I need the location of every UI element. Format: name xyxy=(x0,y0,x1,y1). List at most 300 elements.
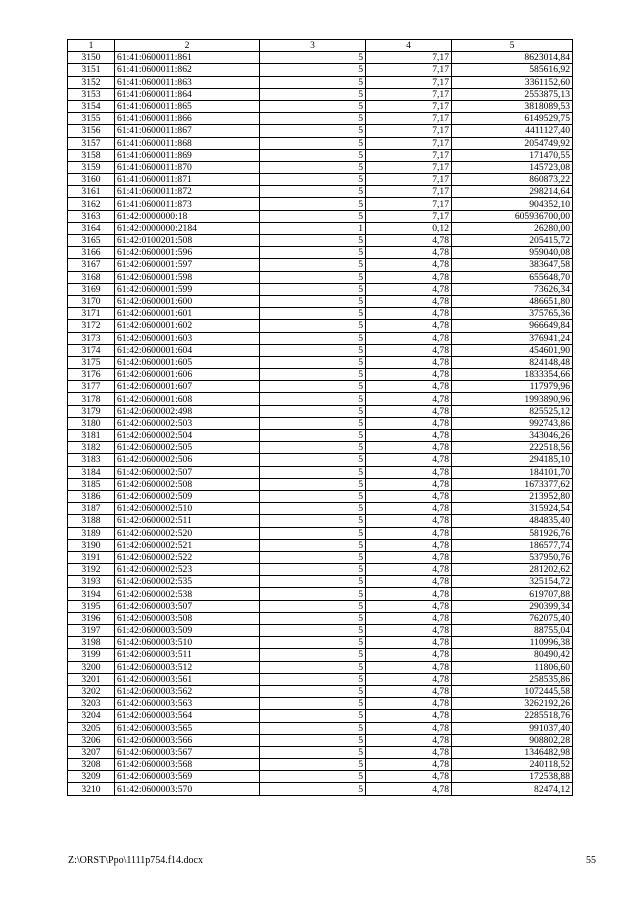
table-cell: 5 xyxy=(260,405,366,417)
table-cell: 3157 xyxy=(68,137,115,149)
table-cell: 61:42:0600002:521 xyxy=(115,539,260,551)
table-cell: 88755,04 xyxy=(452,625,573,637)
table-cell: 5 xyxy=(260,113,366,125)
table-cell: 61:41:0600011:868 xyxy=(115,137,260,149)
table-cell: 3193 xyxy=(68,576,115,588)
table-row xyxy=(68,588,573,600)
table-cell: 3180 xyxy=(68,417,115,429)
table-cell: 3198 xyxy=(68,637,115,649)
table-cell: 3201 xyxy=(68,673,115,685)
table-row xyxy=(68,356,573,368)
table-row xyxy=(68,503,573,515)
table-row xyxy=(68,417,573,429)
table-row xyxy=(68,174,573,186)
table-row xyxy=(68,478,573,490)
table-cell: 3156 xyxy=(68,125,115,137)
table-cell: 4,78 xyxy=(366,405,452,417)
table-cell: 61:42:0600001:605 xyxy=(115,356,260,368)
table-cell: 61:42:0600001:603 xyxy=(115,332,260,344)
table-cell: 454601,90 xyxy=(452,344,573,356)
table-row xyxy=(68,685,573,697)
table-cell: 3181 xyxy=(68,430,115,442)
header-cell-2: 2 xyxy=(115,40,260,52)
table-cell: 26280,00 xyxy=(452,222,573,234)
table-cell: 4,78 xyxy=(366,783,452,795)
table-cell: 3190 xyxy=(68,539,115,551)
table-row xyxy=(68,600,573,612)
table-cell: 1 xyxy=(260,222,366,234)
table-cell: 3153 xyxy=(68,88,115,100)
table-cell: 7,17 xyxy=(366,210,452,222)
table-cell: 6149529,75 xyxy=(452,113,573,125)
table-cell: 8623014,84 xyxy=(452,52,573,64)
table-cell: 5 xyxy=(260,527,366,539)
table-cell: 61:42:0600002:503 xyxy=(115,417,260,429)
table-cell: 7,17 xyxy=(366,149,452,161)
table-cell: 5 xyxy=(260,685,366,697)
table-cell: 3152 xyxy=(68,76,115,88)
table-cell: 61:42:0600002:498 xyxy=(115,405,260,417)
table-cell: 383647,58 xyxy=(452,259,573,271)
table-cell: 3163 xyxy=(68,210,115,222)
table-cell: 3208 xyxy=(68,759,115,771)
table-cell: 61:41:0600011:872 xyxy=(115,186,260,198)
table-cell: 5 xyxy=(260,771,366,783)
table-cell: 619707,88 xyxy=(452,588,573,600)
table-cell: 4,78 xyxy=(366,466,452,478)
table-row xyxy=(68,393,573,405)
table-cell: 860873,22 xyxy=(452,174,573,186)
table-cell: 171470,55 xyxy=(452,149,573,161)
table-row xyxy=(68,405,573,417)
table-cell: 61:42:0600002:504 xyxy=(115,430,260,442)
table-cell: 61:41:0600011:866 xyxy=(115,113,260,125)
table-cell: 3196 xyxy=(68,612,115,624)
table-cell: 61:42:0600003:510 xyxy=(115,637,260,649)
table-row xyxy=(68,210,573,222)
table-cell: 61:42:0600003:570 xyxy=(115,783,260,795)
table-row xyxy=(68,259,573,271)
table-cell: 7,17 xyxy=(366,174,452,186)
table-cell: 315924,54 xyxy=(452,503,573,515)
table-cell: 5 xyxy=(260,235,366,247)
table-row xyxy=(68,612,573,624)
table-cell: 5 xyxy=(260,417,366,429)
table-cell: 5 xyxy=(260,161,366,173)
table-cell: 325154,72 xyxy=(452,576,573,588)
table-cell: 4,78 xyxy=(366,649,452,661)
table-cell: 4,78 xyxy=(366,259,452,271)
table-cell: 824148,48 xyxy=(452,356,573,368)
table-cell: 4,78 xyxy=(366,771,452,783)
table-cell: 5 xyxy=(260,186,366,198)
table-cell: 7,17 xyxy=(366,64,452,76)
table-row xyxy=(68,564,573,576)
table-cell: 3169 xyxy=(68,283,115,295)
table-cell: 3203 xyxy=(68,698,115,710)
table-cell: 7,17 xyxy=(366,100,452,112)
table-cell: 5 xyxy=(260,271,366,283)
table-cell: 7,17 xyxy=(366,161,452,173)
table-cell: 61:42:0600002:535 xyxy=(115,576,260,588)
table-cell: 585616,92 xyxy=(452,64,573,76)
table-cell: 3155 xyxy=(68,113,115,125)
table-cell: 4,78 xyxy=(366,515,452,527)
table-cell: 61:41:0600011:867 xyxy=(115,125,260,137)
table-cell: 61:42:0600003:507 xyxy=(115,600,260,612)
table-cell: 5 xyxy=(260,661,366,673)
table-row xyxy=(68,137,573,149)
table-cell: 61:42:0600001:607 xyxy=(115,381,260,393)
table-row xyxy=(68,454,573,466)
table-cell: 5 xyxy=(260,88,366,100)
data-table xyxy=(67,39,573,796)
table-cell: 5 xyxy=(260,466,366,478)
table-cell: 5 xyxy=(260,515,366,527)
table-cell: 966649,84 xyxy=(452,320,573,332)
table-cell: 4,78 xyxy=(366,271,452,283)
table-cell: 5 xyxy=(260,295,366,307)
table-cell: 3172 xyxy=(68,320,115,332)
table-cell: 581926,76 xyxy=(452,527,573,539)
table-cell: 4,78 xyxy=(366,332,452,344)
table-row xyxy=(68,186,573,198)
table-row xyxy=(68,381,573,393)
table-cell: 5 xyxy=(260,100,366,112)
table-row xyxy=(68,710,573,722)
table-cell: 3179 xyxy=(68,405,115,417)
table-cell: 5 xyxy=(260,174,366,186)
table-cell: 4,78 xyxy=(366,564,452,576)
table-cell: 3195 xyxy=(68,600,115,612)
table-row xyxy=(68,490,573,502)
table-cell: 61:42:0600001:604 xyxy=(115,344,260,356)
table-cell: 4,78 xyxy=(366,308,452,320)
table-cell: 61:42:0600001:600 xyxy=(115,295,260,307)
table-cell: 3200 xyxy=(68,661,115,673)
table-cell: 61:41:0600011:864 xyxy=(115,88,260,100)
table-cell: 5 xyxy=(260,247,366,259)
table-cell: 61:42:0600002:511 xyxy=(115,515,260,527)
table-cell: 4,78 xyxy=(366,576,452,588)
table-cell: 5 xyxy=(260,308,366,320)
table-cell: 5 xyxy=(260,52,366,64)
table-cell: 3206 xyxy=(68,734,115,746)
table-cell: 3188 xyxy=(68,515,115,527)
table-cell: 3170 xyxy=(68,295,115,307)
table-cell: 762075,40 xyxy=(452,612,573,624)
table-cell: 61:42:0600001:599 xyxy=(115,283,260,295)
table-cell: 61:41:0600011:865 xyxy=(115,100,260,112)
table-row xyxy=(68,271,573,283)
table-cell: 5 xyxy=(260,125,366,137)
table-cell: 3199 xyxy=(68,649,115,661)
table-cell: 3184 xyxy=(68,466,115,478)
table-cell: 4,78 xyxy=(366,722,452,734)
table-cell: 11806,60 xyxy=(452,661,573,673)
table-cell: 4,78 xyxy=(366,661,452,673)
table-cell: 61:42:0600003:565 xyxy=(115,722,260,734)
table-row xyxy=(68,698,573,710)
table-row xyxy=(68,369,573,381)
table-cell: 3159 xyxy=(68,161,115,173)
table-cell: 1072445,58 xyxy=(452,685,573,697)
table-cell: 3154 xyxy=(68,100,115,112)
table-cell: 4,78 xyxy=(366,625,452,637)
table-row xyxy=(68,161,573,173)
table-cell: 3361152,60 xyxy=(452,76,573,88)
file-path: Z:\ORST\Ppo\1111p754.f14.docx xyxy=(68,855,203,866)
table-row xyxy=(68,100,573,112)
table-cell: 3205 xyxy=(68,722,115,734)
table-cell: 4,78 xyxy=(366,247,452,259)
table-cell: 3174 xyxy=(68,344,115,356)
table-cell: 5 xyxy=(260,698,366,710)
table-cell: 61:42:0600001:602 xyxy=(115,320,260,332)
table-cell: 5 xyxy=(260,564,366,576)
table-row xyxy=(68,551,573,563)
table-row xyxy=(68,247,573,259)
table-cell: 5 xyxy=(260,259,366,271)
table-cell: 0,12 xyxy=(366,222,452,234)
table-cell: 61:42:0600001:597 xyxy=(115,259,260,271)
table-cell: 5 xyxy=(260,332,366,344)
table-cell: 376941,24 xyxy=(452,332,573,344)
table-row xyxy=(68,515,573,527)
table-cell: 3818089,53 xyxy=(452,100,573,112)
table-cell: 5 xyxy=(260,576,366,588)
table-row xyxy=(68,88,573,100)
table-cell: 3189 xyxy=(68,527,115,539)
table-cell: 5 xyxy=(260,722,366,734)
table-cell: 5 xyxy=(260,381,366,393)
table-cell: 4,78 xyxy=(366,539,452,551)
table-cell: 5 xyxy=(260,637,366,649)
table-cell: 61:42:0600003:511 xyxy=(115,649,260,661)
table-cell: 5 xyxy=(260,344,366,356)
table-cell: 5 xyxy=(260,588,366,600)
table-cell: 61:42:0600003:563 xyxy=(115,698,260,710)
table-cell: 5 xyxy=(260,734,366,746)
table-cell: 7,17 xyxy=(366,113,452,125)
table-cell: 5 xyxy=(260,625,366,637)
table-cell: 7,17 xyxy=(366,88,452,100)
table-cell: 3183 xyxy=(68,454,115,466)
page-number: 55 xyxy=(586,855,596,866)
table-cell: 294185,10 xyxy=(452,454,573,466)
table-cell: 5 xyxy=(260,612,366,624)
table-cell: 4,78 xyxy=(366,698,452,710)
table-cell: 1993890,96 xyxy=(452,393,573,405)
table-cell: 3194 xyxy=(68,588,115,600)
table-cell: 3176 xyxy=(68,369,115,381)
table-cell: 486651,80 xyxy=(452,295,573,307)
table-cell: 5 xyxy=(260,783,366,795)
table-cell: 655648,70 xyxy=(452,271,573,283)
table-row xyxy=(68,344,573,356)
table-cell: 5 xyxy=(260,673,366,685)
table-cell: 5 xyxy=(260,478,366,490)
table-cell: 61:42:0600002:520 xyxy=(115,527,260,539)
table-cell: 61:42:0600002:510 xyxy=(115,503,260,515)
table-cell: 61:42:0600003:566 xyxy=(115,734,260,746)
table-cell: 145723,08 xyxy=(452,161,573,173)
table-cell: 537950,76 xyxy=(452,551,573,563)
table-cell: 5 xyxy=(260,442,366,454)
table-cell: 4,78 xyxy=(366,746,452,758)
table-cell: 3187 xyxy=(68,503,115,515)
table-cell: 343046,26 xyxy=(452,430,573,442)
table-cell: 5 xyxy=(260,210,366,222)
table-row xyxy=(68,149,573,161)
table-cell: 5 xyxy=(260,198,366,210)
table-cell: 4,78 xyxy=(366,685,452,697)
table-cell: 4,78 xyxy=(366,673,452,685)
table-cell: 375765,36 xyxy=(452,308,573,320)
table-row xyxy=(68,637,573,649)
table-cell: 7,17 xyxy=(366,186,452,198)
table-cell: 61:41:0600011:861 xyxy=(115,52,260,64)
table-cell: 3150 xyxy=(68,52,115,64)
table-cell: 605936700,00 xyxy=(452,210,573,222)
table-cell: 61:42:0600001:606 xyxy=(115,369,260,381)
table-cell: 61:42:0600003:561 xyxy=(115,673,260,685)
table-cell: 3197 xyxy=(68,625,115,637)
table-cell: 186577,74 xyxy=(452,539,573,551)
table-cell: 4,78 xyxy=(366,417,452,429)
table-row xyxy=(68,430,573,442)
table-row xyxy=(68,442,573,454)
table-cell: 4,78 xyxy=(366,503,452,515)
table-cell: 61:41:0600011:870 xyxy=(115,161,260,173)
table-cell: 117979,96 xyxy=(452,381,573,393)
table-cell: 3162 xyxy=(68,198,115,210)
table-row xyxy=(68,52,573,64)
table-cell: 61:41:0600011:863 xyxy=(115,76,260,88)
table-cell: 61:42:0600002:505 xyxy=(115,442,260,454)
table-cell: 4,78 xyxy=(366,734,452,746)
table-cell: 205415,72 xyxy=(452,235,573,247)
table-cell: 61:42:0600002:506 xyxy=(115,454,260,466)
table-cell: 7,17 xyxy=(366,125,452,137)
table-cell: 4,78 xyxy=(366,490,452,502)
table-cell: 82474,12 xyxy=(452,783,573,795)
table-cell: 3151 xyxy=(68,64,115,76)
table-cell: 959040,08 xyxy=(452,247,573,259)
table-cell: 3185 xyxy=(68,478,115,490)
table-cell: 4,78 xyxy=(366,344,452,356)
table-row xyxy=(68,746,573,758)
table-cell: 5 xyxy=(260,710,366,722)
table-cell: 222518,56 xyxy=(452,442,573,454)
table-cell: 61:41:0600011:862 xyxy=(115,64,260,76)
table-cell: 3177 xyxy=(68,381,115,393)
table-row xyxy=(68,661,573,673)
table-cell: 4,78 xyxy=(366,478,452,490)
table-cell: 4,78 xyxy=(366,637,452,649)
table-cell: 61:42:0000000:18 xyxy=(115,210,260,222)
table-cell: 3191 xyxy=(68,551,115,563)
table-cell: 3210 xyxy=(68,783,115,795)
table-row xyxy=(68,771,573,783)
table-cell: 3209 xyxy=(68,771,115,783)
table-row xyxy=(68,722,573,734)
table-cell: 3182 xyxy=(68,442,115,454)
table-cell: 5 xyxy=(260,454,366,466)
table-cell: 4,78 xyxy=(366,430,452,442)
table-cell: 3178 xyxy=(68,393,115,405)
table-row xyxy=(68,76,573,88)
table-cell: 5 xyxy=(260,539,366,551)
table-cell: 825525,12 xyxy=(452,405,573,417)
table-cell: 5 xyxy=(260,503,366,515)
header-cell-1: 1 xyxy=(68,40,115,52)
table-row xyxy=(68,198,573,210)
table-cell: 5 xyxy=(260,430,366,442)
table-cell: 4,78 xyxy=(366,588,452,600)
table-cell: 5 xyxy=(260,149,366,161)
table-cell: 298214,64 xyxy=(452,186,573,198)
table-cell: 5 xyxy=(260,393,366,405)
table-cell: 4,78 xyxy=(366,442,452,454)
table-cell: 3171 xyxy=(68,308,115,320)
table-cell: 5 xyxy=(260,137,366,149)
table-cell: 3173 xyxy=(68,332,115,344)
table-cell: 4,78 xyxy=(366,295,452,307)
header-row xyxy=(68,40,573,52)
table-cell: 5 xyxy=(260,76,366,88)
table-row xyxy=(68,222,573,234)
table-row xyxy=(68,759,573,771)
table-cell: 1346482,98 xyxy=(452,746,573,758)
table-cell: 2553875,13 xyxy=(452,88,573,100)
table-cell: 4,78 xyxy=(366,381,452,393)
table-cell: 5 xyxy=(260,490,366,502)
table-row xyxy=(68,649,573,661)
table-row xyxy=(68,320,573,332)
table-cell: 61:42:0600003:562 xyxy=(115,685,260,697)
table-row xyxy=(68,235,573,247)
table-cell: 61:42:0600003:569 xyxy=(115,771,260,783)
table-cell: 184101,70 xyxy=(452,466,573,478)
table-cell: 258535,86 xyxy=(452,673,573,685)
table-cell: 2054749,92 xyxy=(452,137,573,149)
table-row xyxy=(68,64,573,76)
table-cell: 3164 xyxy=(68,222,115,234)
table-cell: 5 xyxy=(260,64,366,76)
table-body xyxy=(68,52,573,795)
table-cell: 61:42:0600003:567 xyxy=(115,746,260,758)
table-cell: 240118,52 xyxy=(452,759,573,771)
table-cell: 3207 xyxy=(68,746,115,758)
table-cell: 61:42:0600002:509 xyxy=(115,490,260,502)
table-cell: 7,17 xyxy=(366,52,452,64)
table-cell: 3167 xyxy=(68,259,115,271)
table-cell: 5 xyxy=(260,746,366,758)
table-cell: 992743,86 xyxy=(452,417,573,429)
table-cell: 4,78 xyxy=(366,454,452,466)
table-row xyxy=(68,783,573,795)
table-cell: 3262192,26 xyxy=(452,698,573,710)
table-row xyxy=(68,466,573,478)
table-cell: 5 xyxy=(260,283,366,295)
table-cell: 290399,34 xyxy=(452,600,573,612)
table-cell: 7,17 xyxy=(366,76,452,88)
table-cell: 61:42:0600002:538 xyxy=(115,588,260,600)
table-cell: 110996,38 xyxy=(452,637,573,649)
table-cell: 61:42:0000000:2184 xyxy=(115,222,260,234)
table-cell: 4,78 xyxy=(366,551,452,563)
